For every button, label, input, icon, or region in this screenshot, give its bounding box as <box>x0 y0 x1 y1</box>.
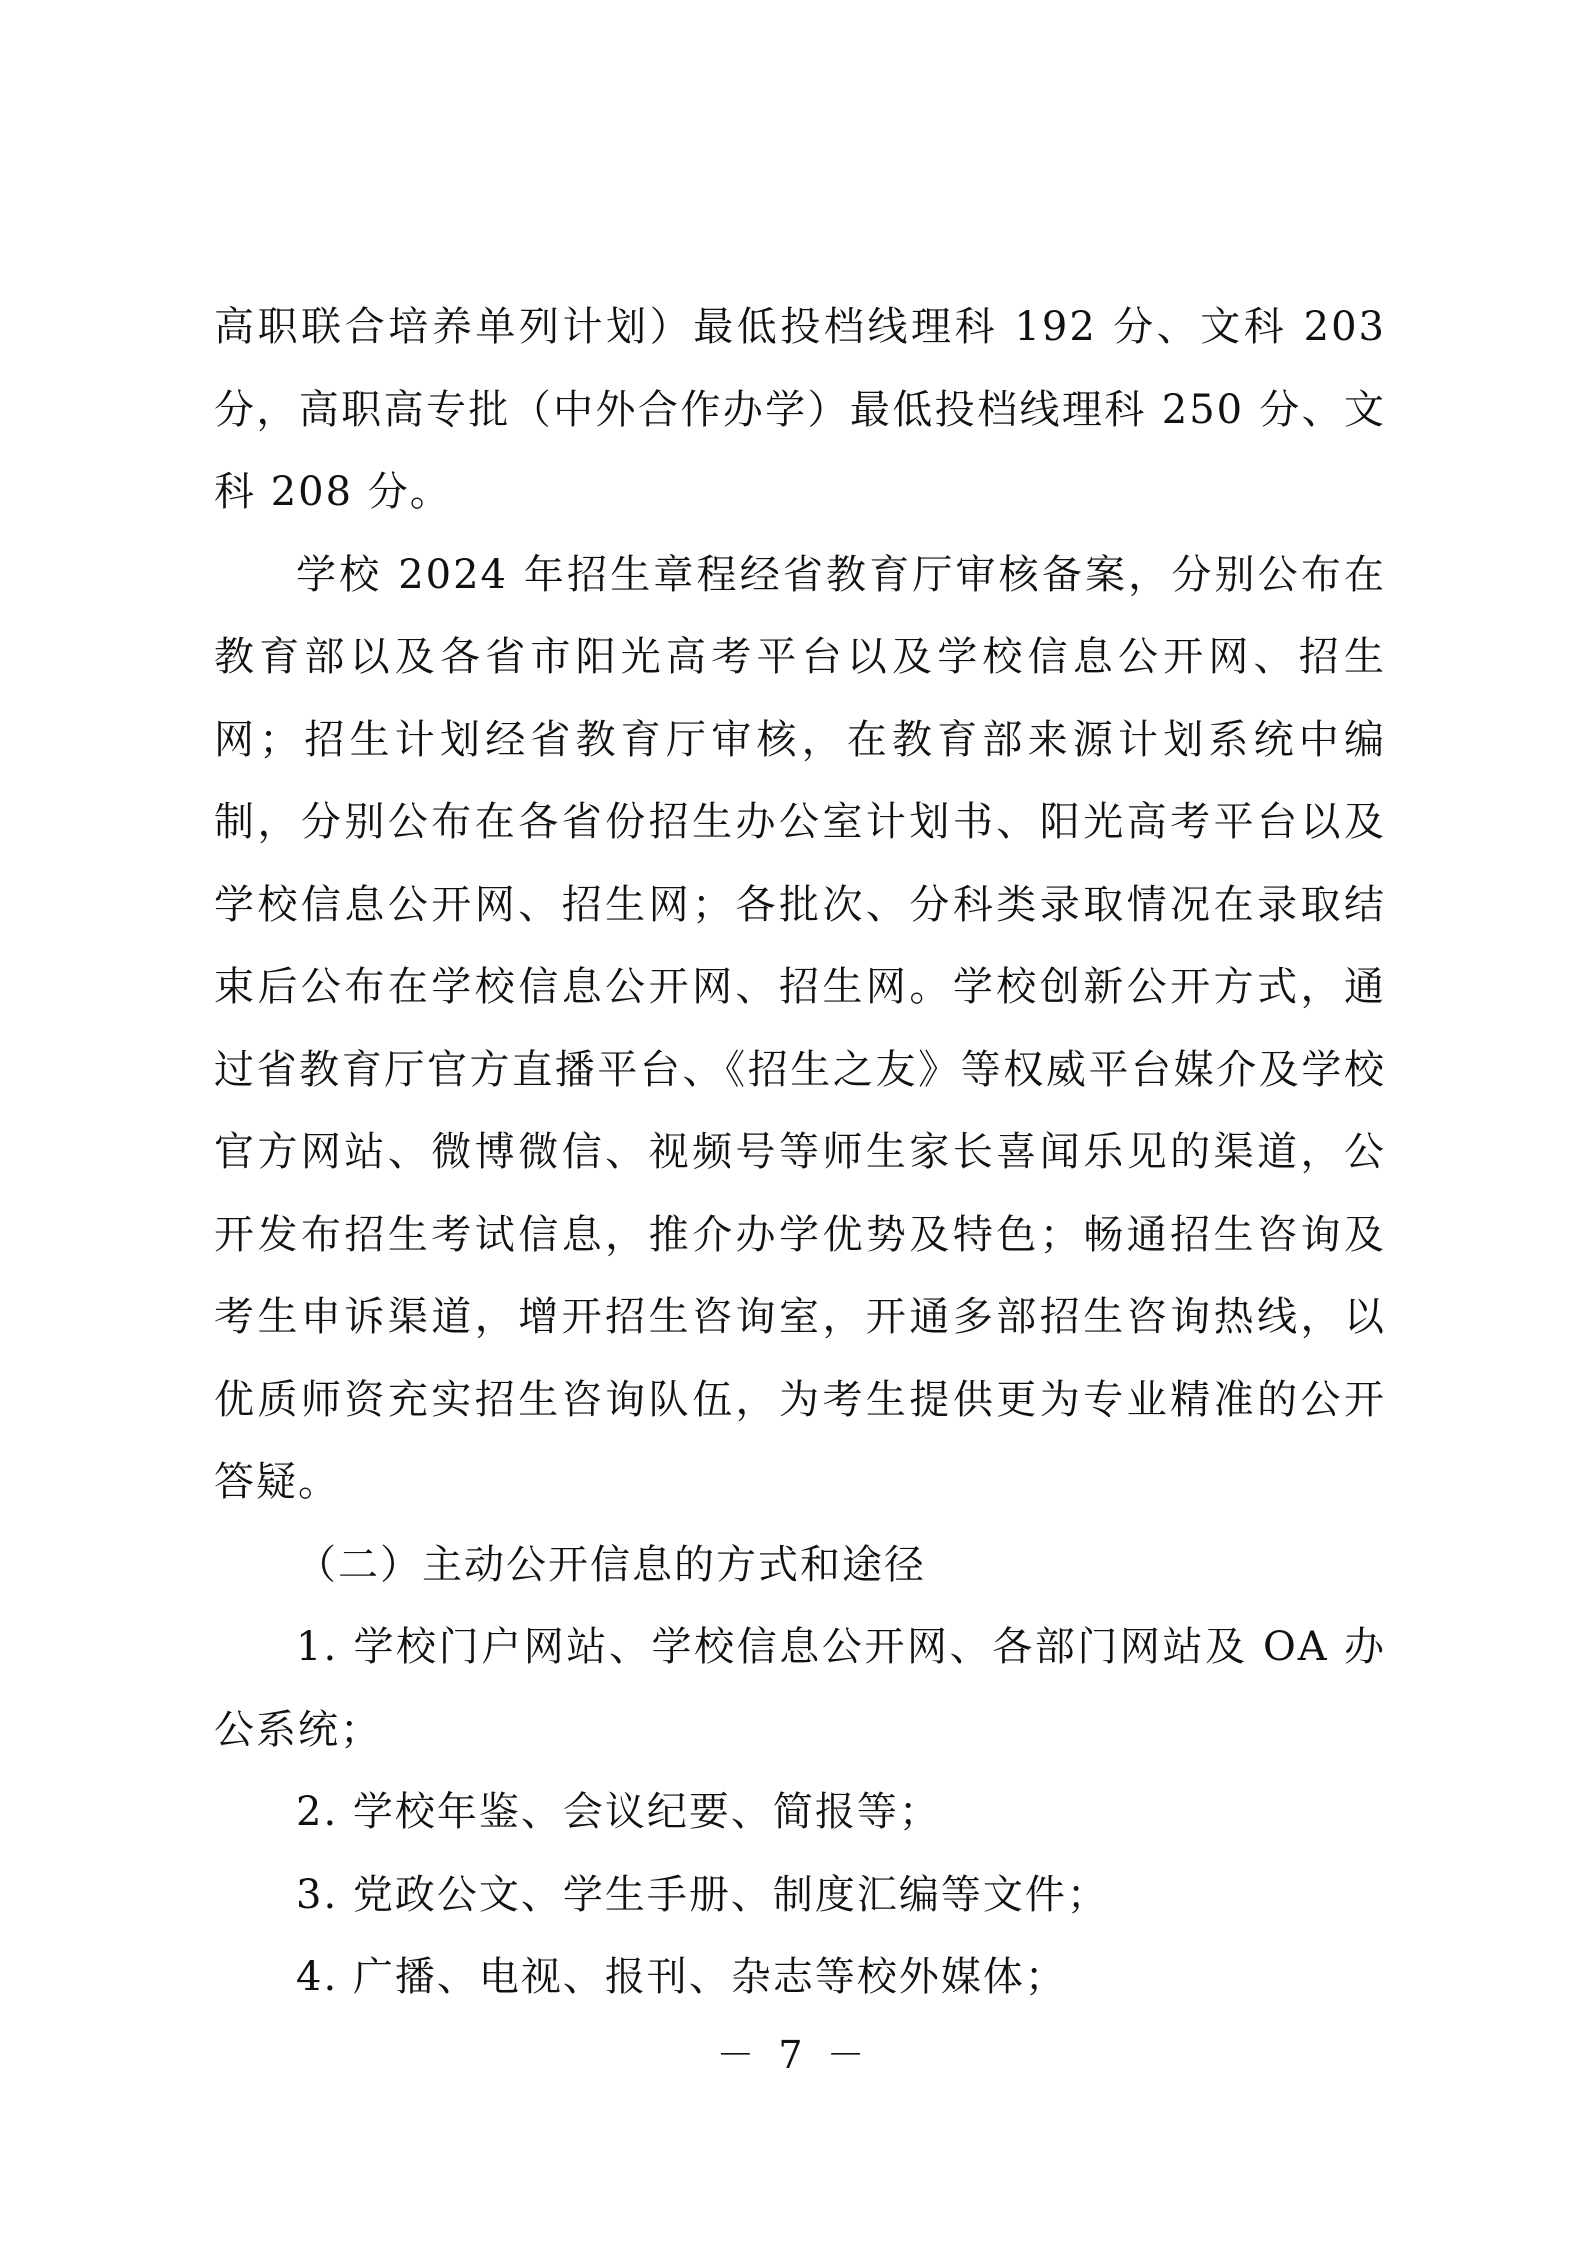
paragraph-admission-scores: 高职联合培养单列计划）最低投档线理科 192 分、文科 203 分，高职高专批（中外合作办学）最低投档线理科 250 分、文科 208 分。 <box>214 304 1386 515</box>
list-item: 4. 广播、电视、报刊、杂志等校外媒体； <box>296 1954 1067 2000</box>
list-item: 1. 学校门户网站、学校信息公开网、各部门网站及 OA 办公系统； <box>214 1624 1386 1753</box>
page-body <box>214 286 1386 2019</box>
list-item: 3. 党政公文、学生手册、制度汇编等文件； <box>296 1871 1109 1918</box>
list-item: 2. 学校年鉴、会议纪要、简报等； <box>296 1789 941 1835</box>
section-heading: （二）主动公开信息的方式和途径 <box>296 1541 926 1588</box>
paragraph-admission-publicity: 学校 2024 年招生章程经省教育厅审核备案，分别公布在教育部以及各省市阳光高考平台以及学校信息公开网、招生网；招生计划经省教育厅审核，在教育部来源计划系统中编制，分别公布在各省份招生办公室计划书、阳光高考平台以及学校信息公开网、招生网；各批次、分科类录取情况在录取结束后公布在学校信息公开网、招生网。学校创新公开方式，通过省教育厅官方直播平台、《招生之友》等权威平台媒介及学校官方网站、微博微信、视频号等师生家长喜闻乐见的渠道，公开发布招生考试信息，推介办学优势及特色；畅通招生咨询及考生申诉渠道，增开招生咨询室，开通多部招生咨询热线，以优质师资充实招生咨询队伍，为考生提供更为专业精准的公开答疑。 <box>214 551 1386 1505</box>
page-number: － 7 － <box>716 2033 871 2077</box>
